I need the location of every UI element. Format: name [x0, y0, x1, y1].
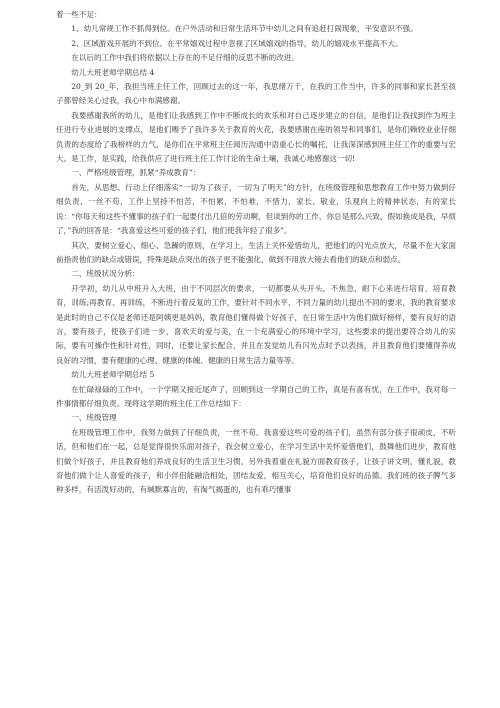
paragraph-analysis: 开学初，幼儿从中班升入大班，由于不同层次的要求，一切都要从头开头，不焦急，耐下心来进行培育，培育教育，训练;再教育、再训练，不断进行着反复的工作，要针对不同水平、不同力量的幼儿提出不同的要求，我的教育要求是此时的自己不仅是老师还是阿姨更是妈妈，教育他们懂得做个好孩子，在日常生活中为他们做好榜样，要有良好的语言，要有孩子，使孩子们进一步，喜欢天的爱与美，在一个充满爱心的环境中学习，这些要求的提出要符合幼儿的实际，要有可操作性和针对性，同时，还要让家长配合，并且在发觉幼儿有闪光点时予以表扬，并且教育他们要懂得养成良好的习惯，要有健康的心理、健康的体魄、健康的日常生活力量等等。 — [56, 283, 456, 365]
section-heading-4: 幼儿大班老师学期总结 4 — [71, 67, 155, 77]
paragraph-first: 首先，从思想、行动上仔细落实“一切为了孩子，一切为了明天”的方针，在班级管理和思想教育工作中努力做到仔细负责、一丝不苟，工作上坚持不怕苦，不怕累，不怕难，不惜力，家长、敬业，乐观向上的精神状态，有的家长说：“你每天和这些不懂事的孩子们一起要付出几倍的劳动啊，但谈到你的工作，你总是那么兴致，假如换成是我，早烦了，”我的回答是：“我喜爱这些可爱的孩子们，他们使我年轻了很多”。 — [56, 182, 456, 236]
paragraph-second: 其次，要树立爱心、细心、急躁的原则，在学习上，生活上关怀爱惜幼儿，把他们的闪光点放大，尽量不在大家面前指责他们的缺点或错误，特殊是缺点突出的孩子更不能强化，做到不用放大镜去看他们的缺点和弱点。 — [56, 240, 456, 264]
paragraph-class-management: 在班级管理工作中，我努力做到了仔细负责，一丝不苟。我喜爱这些可爱的孩子们，虽然有部分孩子很顽皮，不听话，但和他们在一起，总是觉得很快乐面对孩子，我会树立爱心，在学习生活中关怀爱惜他们，鼓舞他们进步，教育他们做个好孩子，并且教育他们养成良好的生活卫生习惯。另外我着重在礼貌方面教育孩子，让孩子讲文明，懂礼貌，教育他们做个让人喜爱的孩子，和小伴侣能融洽相处，团结友爱，相互关心，培育他们良好的品德。我们班的孩子脾气多种多样，有活泼好动的，有缄默寡言的，有淘气揭蛋的，也有乖巧懂事 — [56, 427, 456, 495]
subheading-class-management: 一、班级管理 — [71, 413, 117, 423]
paragraph-point-1: 1、幼儿常规工作不抓得到位。在户外活动和日常生活环节中幼儿之间有追赶打闹现象，平安意识不强。 — [71, 24, 418, 34]
paragraph-thanks: 我要感谢我所的幼儿，是他们让我感到工作中不断成长的欢乐和对自己逐步建立的自信，是他们让我找到作为班主任进行专业进展的支撑点，是他们赐予了我许多关于教育的火花，我要感谢在座的领导和同事们，是你们赖较业业仔细负责的态度给了我榜样的力气，是你们在平常班主任阅历沟通中语重心长的嘱托，让我深深感到班主任工作的重要与宏大。是工作，是实践，给我供应了进行班主任工作讨论的生命土壤，我诚心地感谢这一切! — [56, 110, 456, 164]
paragraph-intro: 着一些不足： — [56, 10, 102, 19]
section-heading-5: 幼儿大班老师学期总结 5 — [71, 370, 155, 380]
paragraph-conclusion: 在以后的工作中我们将依据以上存在的不足仔细的反思不断的改进。 — [71, 53, 299, 63]
subheading-management: 一、严格班级管理，抓紧“养成教育”： — [71, 168, 201, 178]
paragraph-review: 20_到 20_年，我担当班主任工作，回顾过去的这一年，我思绪万千，在我的工作当中，许多的同事和家长甚至孩子都曾经关心过我，我心中布满感谢。 — [56, 82, 456, 106]
subheading-analysis: 二、班级状况分析： — [71, 269, 140, 279]
paragraph-point-2: 2、区域游戏开展的不到位。在平常嬉戏过程中忽视了区域嬉戏的指导，幼儿的嬉戏水平提高不大。 — [71, 38, 403, 48]
paragraph-semester: 在忙碌禄碌的工作中，一个学期又接近尾声了，回顾到这一学期自己的工作，真是有喜有忧，在工作中，我对每一件事情都仔细负责。现将这学期的班主任工作总结如下： — [56, 384, 456, 408]
